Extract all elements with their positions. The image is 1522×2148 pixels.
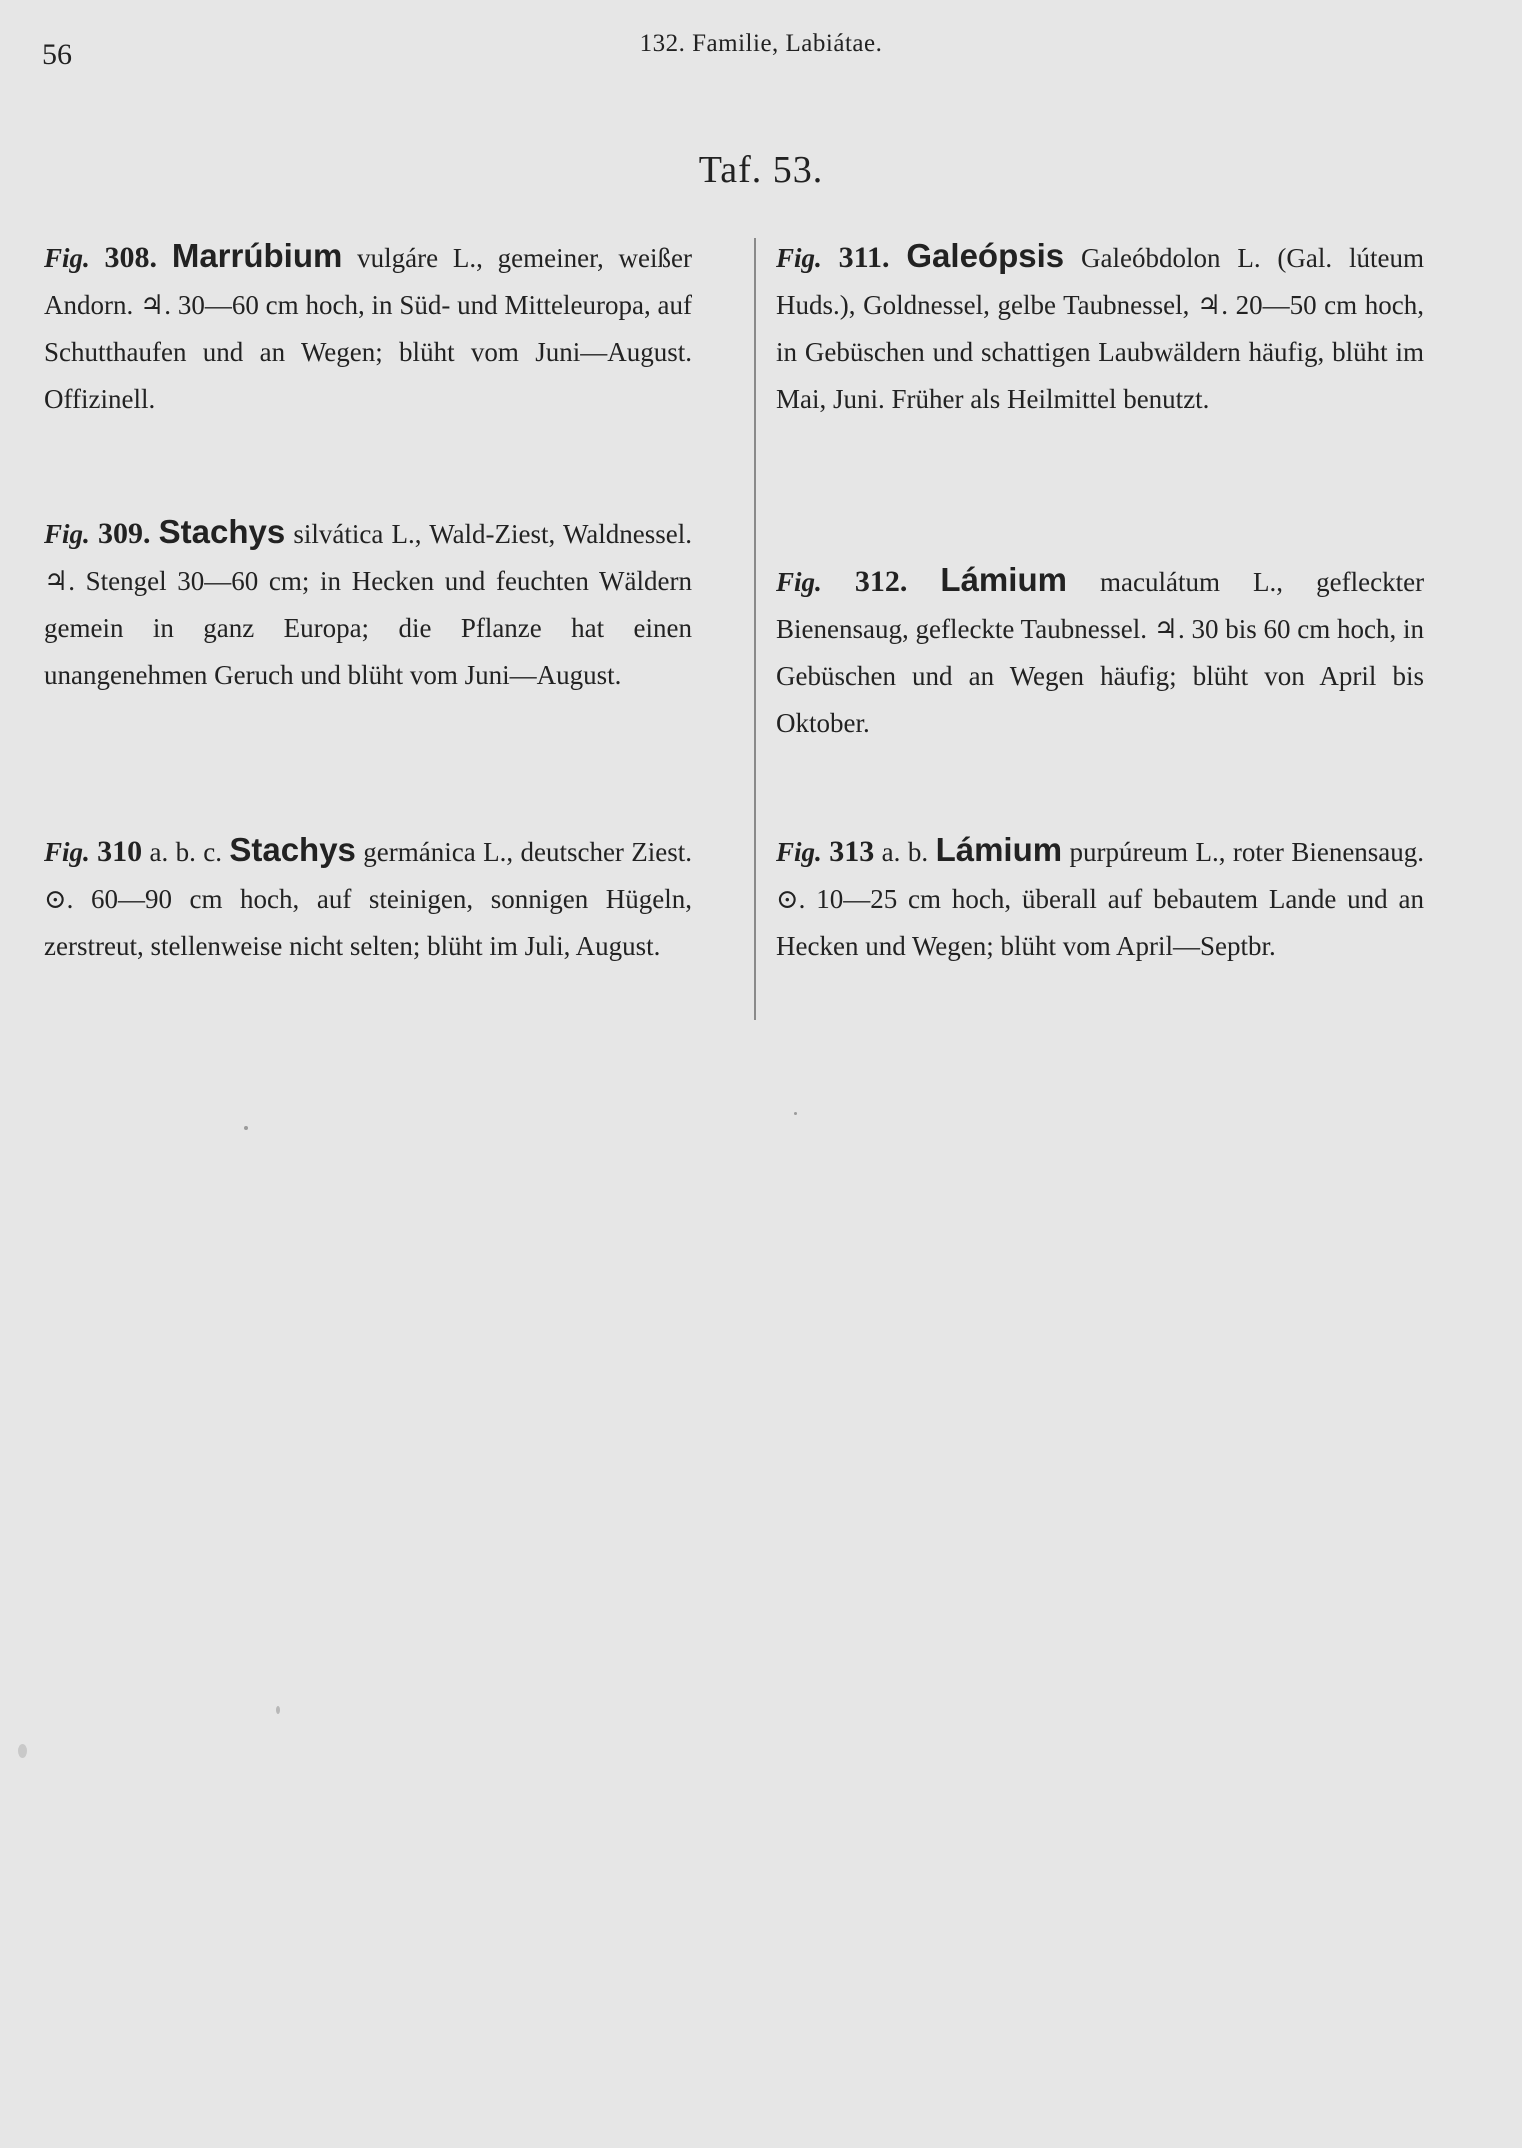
entry-fig-312 — [776, 556, 1424, 747]
fig-label: Fig. — [44, 837, 90, 867]
species-name: vulgáre L., — [357, 243, 483, 273]
species-name: germánica L., — [363, 837, 514, 867]
fig-label: Fig. — [44, 243, 90, 273]
plate-title: Taf. 53. — [698, 149, 824, 191]
entry-description: Wald-Ziest, Waldnessel. ♃. Stengel 30—60 cm; in Hecken und feuchten Wäldern gemein in ganz Europa; die Pflanze hat einen unangenehmen Geruch und blüht vom Juni—August. — [44, 519, 693, 690]
fig-number: 313 — [829, 835, 875, 868]
fig-label: Fig. — [776, 837, 822, 867]
genus-name: Lámium — [935, 831, 1063, 868]
entry-fig-313 — [776, 826, 1424, 970]
running-head: 132. Familie, Labiátae. — [639, 30, 883, 57]
fig-number: 310 — [97, 835, 143, 868]
page-number: 56 — [42, 38, 72, 71]
species-name: purpúreum L., — [1069, 837, 1226, 867]
genus-name: Lámium — [940, 561, 1067, 598]
species-name: silvática L., — [293, 519, 422, 549]
fig-subfigures: a. b. c. — [149, 837, 222, 867]
fig-number: 309. — [97, 517, 151, 550]
genus-name: Galeópsis — [906, 237, 1065, 274]
fig-label: Fig. — [776, 243, 822, 273]
entry-description: deutscher Ziest. ⊙. 60—90 cm hoch, auf steinigen, sonnigen Hügeln, zerstreut, stellenweise nicht selten; blüht im Juli, August. — [44, 837, 693, 961]
column-rule — [754, 238, 756, 1020]
entry-description: gefleckter Bienensaug, gefleckte Taubnessel. ♃. 30 bis 60 cm hoch, in Gebüschen und an Wegen häufig; blüht von April bis Oktober. — [776, 567, 1425, 738]
fig-number: 308. — [104, 241, 158, 274]
entry-fig-311 — [776, 232, 1424, 423]
species-name: Galeóbdolon L. (Gal. lúteum Huds.), — [776, 243, 1425, 320]
fig-subfigures: a. b. — [881, 837, 929, 867]
entry-description: roter Bienensaug. ⊙. 10—25 cm hoch, überall auf bebautem Lande und an Hecken und Wegen; blüht vom April—Septbr. — [776, 837, 1425, 961]
paper-speck — [276, 1706, 280, 1714]
genus-name: Stachys — [158, 513, 286, 550]
entry-fig-310 — [44, 826, 692, 970]
entry-fig-309 — [44, 508, 692, 699]
genus-name: Stachys — [229, 831, 356, 868]
paper-speck — [244, 1126, 248, 1130]
fig-number: 312. — [854, 565, 908, 598]
entry-fig-308 — [44, 232, 692, 423]
paper-speck — [794, 1112, 797, 1115]
species-name: maculátum L., — [1100, 567, 1284, 597]
fig-number: 311. — [838, 241, 890, 274]
genus-name: Marrúbium — [171, 237, 343, 274]
fig-label: Fig. — [776, 567, 822, 597]
entry-description: gemeiner, weißer Andorn. ♃. 30—60 cm hoch, in Süd- und Mitteleuropa, auf Schutthaufen und an Wegen; blüht vom Juni—August. Offizinell. — [44, 243, 692, 414]
paper-speck — [18, 1744, 27, 1758]
entry-description: Goldnessel, gelbe Taubnessel, ♃. 20—50 cm hoch, in Gebüschen und schattigen Laubwäldern häufig, blüht im Mai, Juni. Früher als Heilmittel benutzt. — [776, 290, 1425, 414]
fig-label: Fig. — [44, 519, 90, 549]
